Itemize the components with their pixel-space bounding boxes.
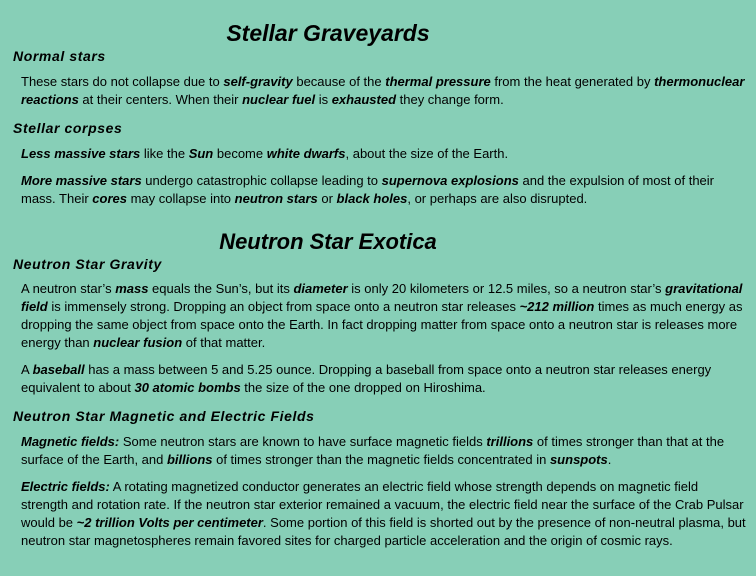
emphasized-term: baseball bbox=[32, 362, 85, 377]
emphasized-term: white dwarfs bbox=[266, 146, 346, 161]
emphasized-term: mass bbox=[115, 281, 149, 296]
text-run: is bbox=[315, 92, 332, 107]
section-heading-normal-stars: Normal stars bbox=[13, 48, 106, 64]
text-run: because of the bbox=[292, 74, 386, 89]
text-run: These stars do not collapse due to bbox=[21, 74, 224, 89]
paragraph-neutron-star-gravity bbox=[21, 280, 746, 352]
emphasized-term: 30 atomic bombs bbox=[134, 380, 241, 395]
paragraph-magnetic-fields bbox=[21, 433, 746, 469]
text-run: A neutron star’s bbox=[21, 281, 116, 296]
text-run: equals the Sun’s, but its bbox=[148, 281, 294, 296]
text-run: . bbox=[607, 452, 612, 467]
text-run: Some neutron stars are known to have surface magnetic fields bbox=[119, 434, 487, 449]
text-run: may collapse into bbox=[126, 191, 235, 206]
text-run: become bbox=[213, 146, 267, 161]
paragraph-baseball bbox=[21, 361, 746, 397]
emphasized-term: nuclear fuel bbox=[242, 92, 316, 107]
emphasized-term: diameter bbox=[293, 281, 348, 296]
text-run: , or perhaps are also disrupted. bbox=[407, 191, 588, 206]
text-run: A bbox=[21, 362, 33, 377]
text-run: from the heat generated by bbox=[490, 74, 655, 89]
section-heading-neutron-star-gravity: Neutron Star Gravity bbox=[13, 256, 162, 272]
emphasized-term: ~2 trillion Volts per centimeter bbox=[76, 515, 263, 530]
section-title-neutron-star-exotica: Neutron Star Exotica bbox=[219, 229, 437, 254]
text-run: of times stronger than the magnetic fields concentrated in bbox=[212, 452, 550, 467]
emphasized-term: thermal pressure bbox=[385, 74, 491, 89]
text-run: of that matter. bbox=[182, 335, 266, 350]
emphasized-term: black holes bbox=[336, 191, 408, 206]
emphasized-term: nuclear fusion bbox=[93, 335, 183, 350]
emphasized-term: supernova explosions bbox=[381, 173, 519, 188]
emphasized-term: thermonuclear reactions bbox=[21, 74, 745, 107]
text-run: or bbox=[317, 191, 337, 206]
emphasized-term: exhausted bbox=[331, 92, 397, 107]
emphasized-term: Less massive stars bbox=[21, 146, 141, 161]
emphasized-term: Sun bbox=[188, 146, 214, 161]
text-run: , about the size of the Earth. bbox=[345, 146, 509, 161]
emphasized-term: sunspots bbox=[549, 452, 608, 467]
text-run: at their centers. When their bbox=[78, 92, 243, 107]
paragraph-normal-stars bbox=[21, 73, 746, 109]
emphasized-term: Electric fields: bbox=[21, 479, 110, 494]
text-run: A rotating magnetized conductor generates an electric field whose strength depends on magnetic field strength and rotation rate. If the neutron star exterior remained a vacuum, the electric field near the surface of the Crab Pulsar would be bbox=[21, 479, 744, 530]
page-title: Stellar Graveyards bbox=[226, 20, 430, 46]
text-run: and the expulsion of most of their mass. Their bbox=[21, 173, 715, 206]
text-run: is immensely strong. Dropping an object from space onto a neutron star releases bbox=[47, 299, 520, 314]
section-heading-fields: Neutron Star Magnetic and Electric Fields bbox=[13, 408, 315, 424]
paragraph-white-dwarfs bbox=[21, 145, 746, 163]
text-run: has a mass between 5 and 5.25 ounce. Dropping a baseball from space onto a neutron star releases energy equivalent to about bbox=[21, 362, 712, 395]
emphasized-term: self-gravity bbox=[223, 74, 293, 89]
paragraph-massive-stars bbox=[21, 172, 746, 208]
emphasized-term: cores bbox=[92, 191, 127, 206]
emphasized-term: gravitational field bbox=[21, 281, 743, 314]
text-run: like the bbox=[140, 146, 189, 161]
emphasized-term: billions bbox=[166, 452, 213, 467]
text-run: times as much energy as dropping the same object from space onto the Earth. In fact dropping matter from space onto a neutron star is releases more energy than bbox=[21, 299, 743, 350]
text-run: . Some portion of this field is shorted out by the presence of non-neutral plasma, but neutron star magnetospheres remain favored sites for charged particle acceleration and the origin of cosmic rays. bbox=[21, 515, 746, 548]
emphasized-term: ~212 million bbox=[519, 299, 595, 314]
paragraph-electric-fields bbox=[21, 478, 746, 550]
text-run: the size of the one dropped on Hiroshima. bbox=[240, 380, 486, 395]
text-run: they change form. bbox=[396, 92, 504, 107]
emphasized-term: trillions bbox=[486, 434, 534, 449]
text-run: of times stronger than that at the surface of the Earth, and bbox=[21, 434, 725, 467]
emphasized-term: Magnetic fields: bbox=[21, 434, 120, 449]
emphasized-term: neutron stars bbox=[234, 191, 318, 206]
section-heading-stellar-corpses: Stellar corpses bbox=[13, 120, 123, 136]
text-run: undergo catastrophic collapse leading to bbox=[141, 173, 382, 188]
text-run: is only 20 kilometers or 12.5 miles, so a neutron star’s bbox=[347, 281, 666, 296]
emphasized-term: More massive stars bbox=[21, 173, 142, 188]
